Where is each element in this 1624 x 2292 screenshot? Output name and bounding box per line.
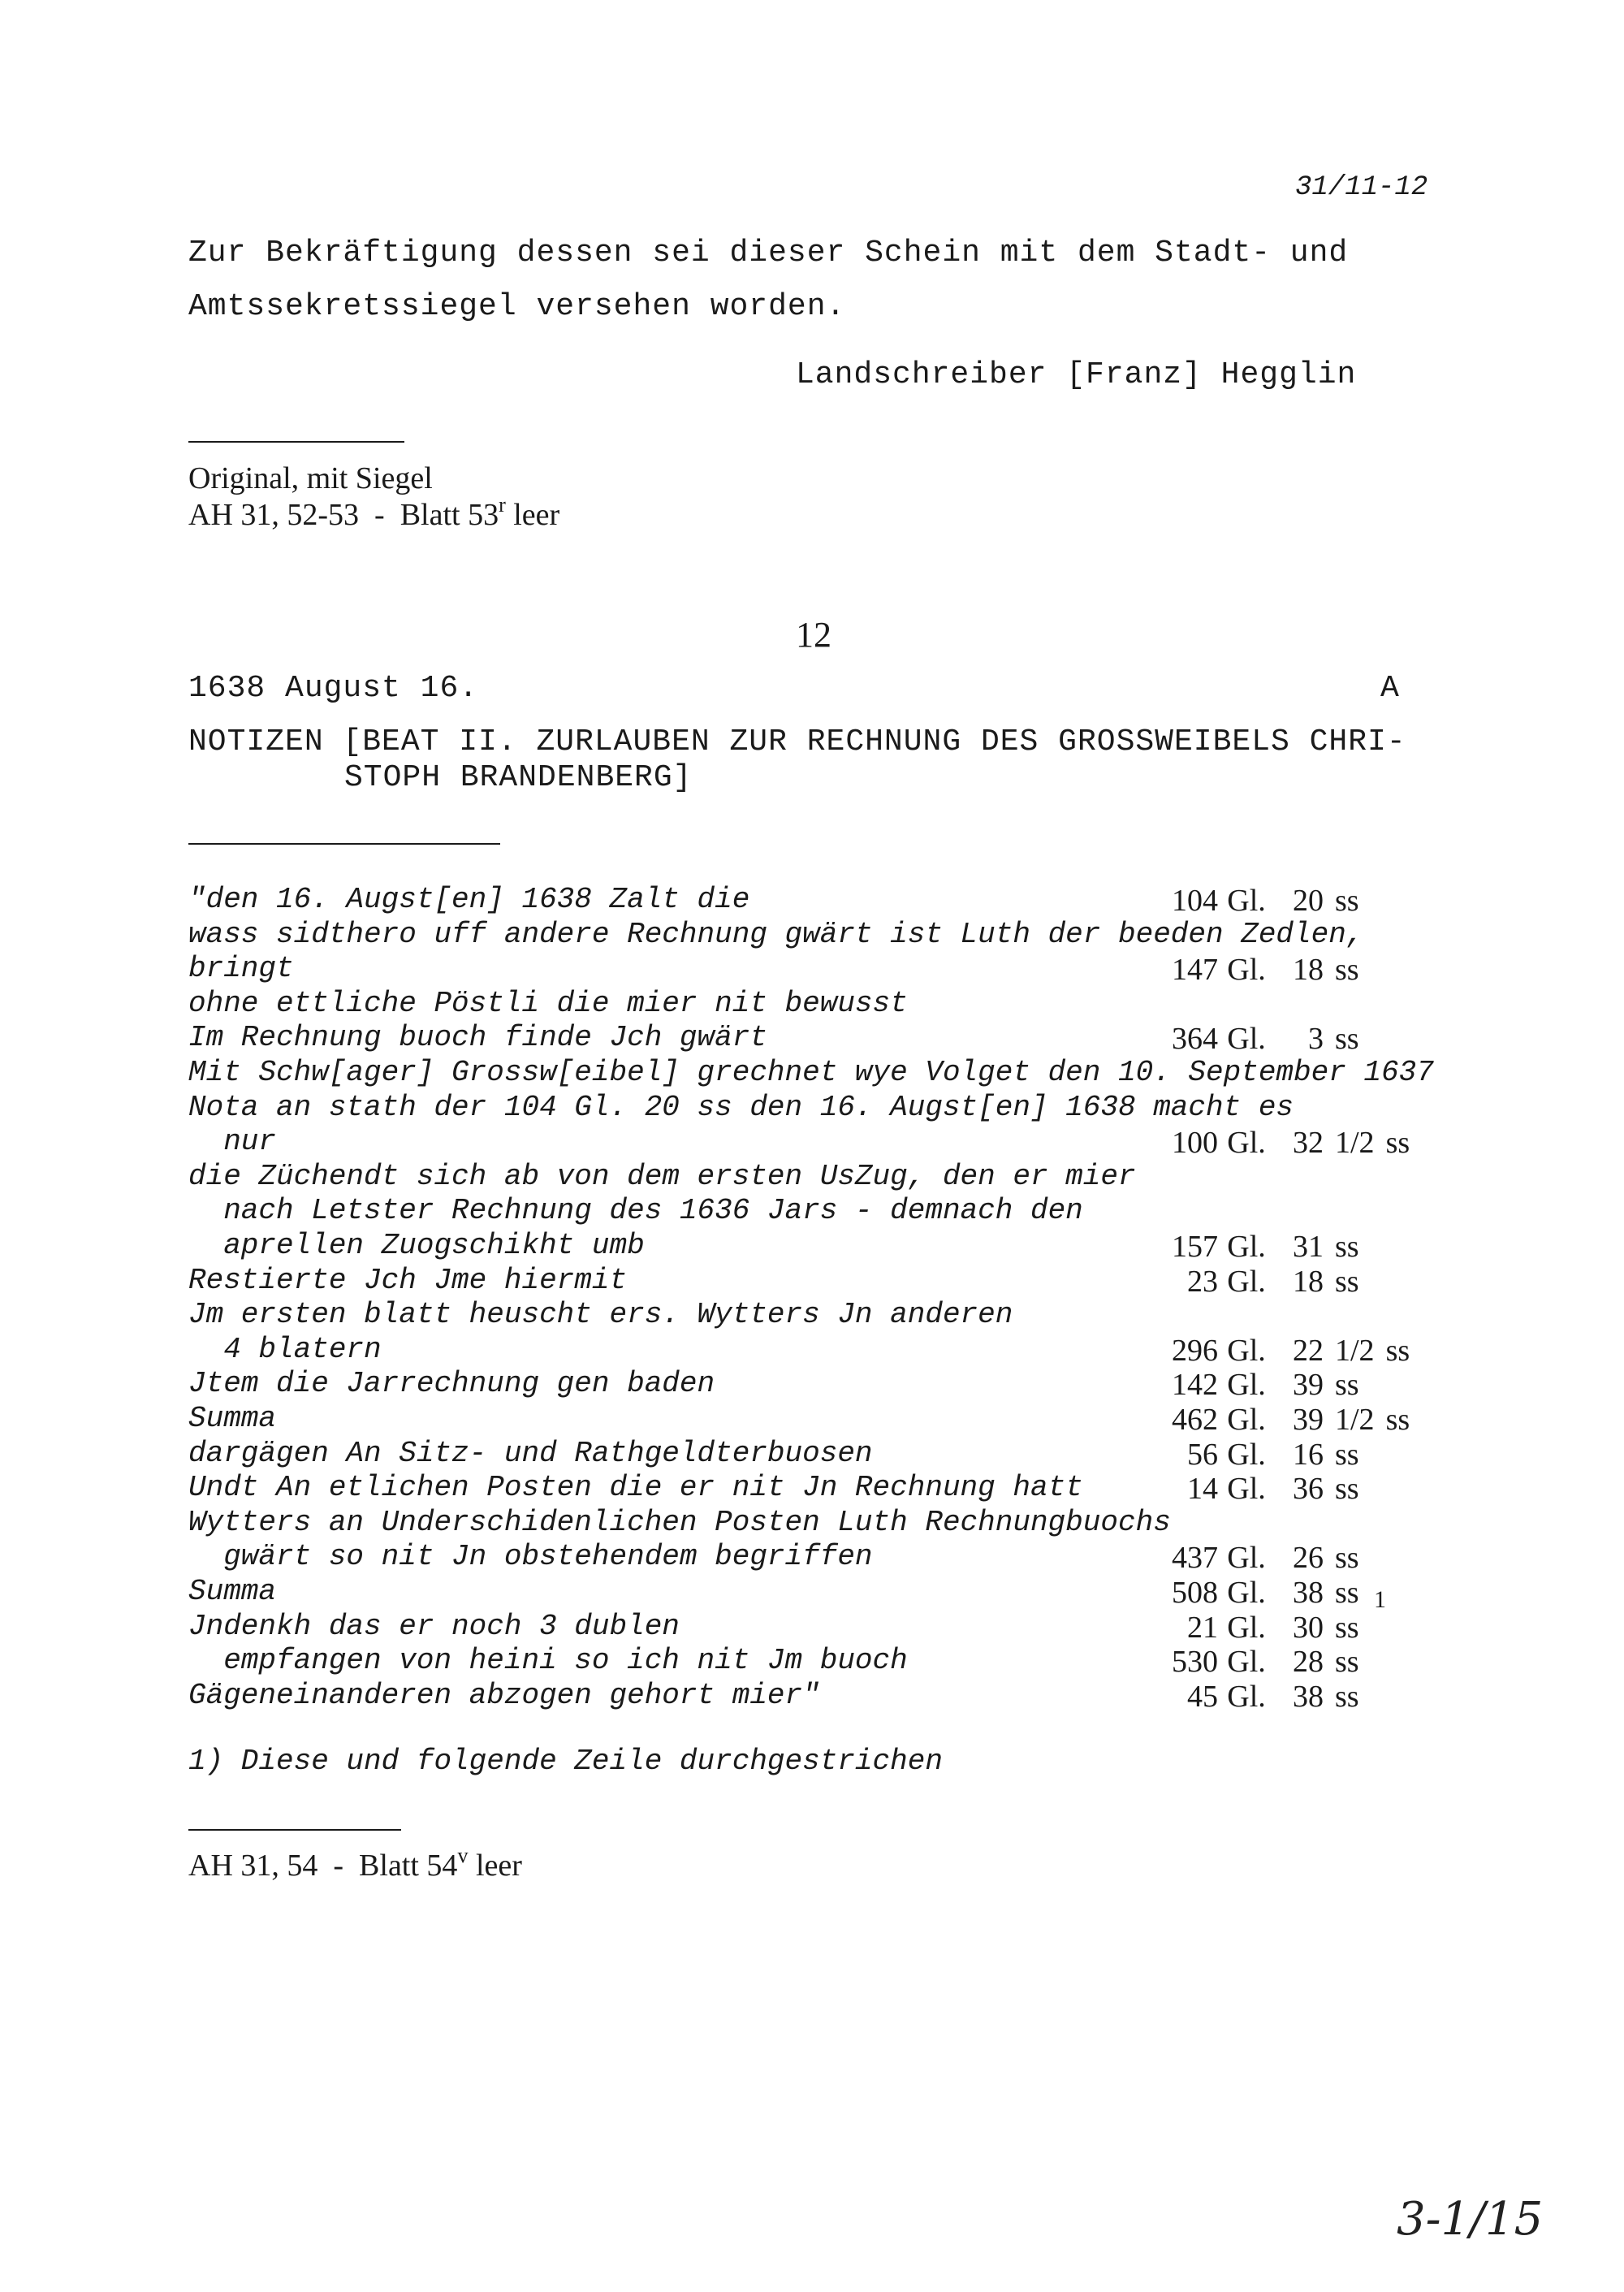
amount-unit-gl: Gl. — [1227, 1472, 1266, 1506]
intro-line-2: Amtssekretssiegel versehen worden. — [188, 289, 846, 324]
amount-schilling: 28 — [1293, 1645, 1324, 1679]
entry-text: die Züchendt sich ab von dem ersten UsZug, den er mier — [188, 1160, 1136, 1193]
amount-schilling: 3 — [1308, 1022, 1324, 1056]
amount-unit-gl: Gl. — [1227, 1576, 1266, 1610]
amount-gulden: 142 — [1172, 1368, 1218, 1402]
amount-unit-ss: ss — [1335, 1022, 1359, 1056]
entry-text: nach Letster Rechnung des 1636 Jars - demnach den — [188, 1194, 1083, 1227]
amount-schilling: 18 — [1293, 1265, 1324, 1299]
amount-schilling: 36 — [1293, 1472, 1324, 1506]
amount-unit-gl: Gl. — [1227, 1680, 1266, 1714]
amount-gulden: 437 — [1172, 1541, 1218, 1575]
divider — [188, 843, 500, 845]
amount-gulden: 508 — [1172, 1576, 1218, 1610]
entry-text: empfangen von heini so ich nit Jm buoch — [188, 1644, 908, 1677]
page-reference: 31/11-12 — [1295, 172, 1428, 203]
entry-text: aprellen Zuogschikht umb — [188, 1229, 645, 1262]
amount-unit-ss: ss — [1335, 1438, 1359, 1472]
entry-text: gwärt so nit Jn obstehendem begriffen — [188, 1540, 873, 1573]
amount-gulden: 14 — [1187, 1472, 1218, 1506]
amount-unit-gl: Gl. — [1227, 1230, 1266, 1264]
document-number: 12 — [796, 615, 831, 655]
amount-gulden: 296 — [1172, 1334, 1218, 1368]
amount-schilling: 22 — [1293, 1334, 1324, 1368]
amount-unit-gl: Gl. — [1227, 884, 1266, 918]
entry-amount — [1169, 1367, 1462, 1403]
document-marker: A — [1380, 671, 1400, 706]
amount-unit-ss: ss — [1335, 1230, 1359, 1264]
amount-unit-ss: ss — [1335, 1541, 1359, 1575]
entry-amount — [1169, 1471, 1462, 1507]
amount-gulden: 100 — [1172, 1126, 1218, 1160]
amount-gulden: 530 — [1172, 1645, 1218, 1679]
amount-schilling: 39 — [1293, 1368, 1324, 1402]
entry-text: wass sidthero uff andere Rechnung gwärt ist Luth der beeden Zedlen, — [188, 918, 1364, 951]
amount-unit-gl: Gl. — [1227, 1438, 1266, 1472]
entry-text: nur — [188, 1125, 277, 1158]
amount-unit-gl: Gl. — [1227, 1541, 1266, 1575]
source-ref-tail: leer — [505, 498, 560, 532]
amount-unit-ss: ss — [1335, 1265, 1359, 1299]
document-date: 1638 August 16. — [188, 671, 479, 706]
entry-amount — [1169, 1575, 1462, 1611]
amount-unit-gl: Gl. — [1227, 1265, 1266, 1299]
entry-amount — [1169, 1021, 1462, 1057]
entry-amount — [1169, 1264, 1462, 1300]
amount-unit-gl: Gl. — [1227, 1645, 1266, 1679]
document-title-line-2: STOPH BRANDENBERG] — [344, 760, 693, 795]
amount-fraction: 1/2 — [1335, 1126, 1375, 1160]
amount-unit-gl: Gl. — [1227, 1334, 1266, 1368]
intro-line-1: Zur Bekräftigung dessen sei dieser Schein mit dem Stadt- und — [188, 236, 1349, 270]
amount-gulden: 147 — [1172, 953, 1218, 987]
source-ref-sup: r — [499, 493, 506, 517]
entry-text: Summa — [188, 1575, 277, 1608]
amount-unit-ss: ss — [1385, 1334, 1410, 1368]
amount-gulden: 364 — [1172, 1022, 1218, 1056]
footnote: 1) Diese und folgende Zeile durchgestrichen — [188, 1745, 943, 1778]
entry-amount — [1169, 1610, 1462, 1645]
amount-unit-gl: Gl. — [1227, 1403, 1266, 1437]
amount-schilling: 38 — [1293, 1680, 1324, 1714]
entry-amount — [1169, 1333, 1462, 1369]
amount-unit-gl: Gl. — [1227, 1022, 1266, 1056]
amount-unit-ss: ss — [1335, 1576, 1359, 1610]
source2-ref-main: AH 31, 54 - Blatt 54 — [188, 1849, 458, 1883]
amount-gulden: 21 — [1187, 1611, 1218, 1645]
entry-amount — [1169, 1229, 1462, 1265]
amount-unit-ss: ss — [1335, 1680, 1359, 1714]
amount-schilling: 16 — [1293, 1438, 1324, 1472]
amount-unit-ss: ss — [1385, 1126, 1410, 1160]
amount-schilling: 38 — [1293, 1576, 1324, 1610]
entry-text: Mit Schw[ager] Grossw[eibel] grechnet wye Volget den 10. September 1637 — [188, 1056, 1434, 1089]
amount-schilling: 32 — [1293, 1126, 1324, 1160]
document-title-line-1: NOTIZEN [BEAT II. ZURLAUBEN ZUR RECHNUNG DES GROSSWEIBELS CHRI- — [188, 724, 1406, 759]
source-reference-2 — [188, 1844, 522, 1883]
amount-fraction: 1/2 — [1335, 1334, 1375, 1368]
amount-unit-ss: ss — [1335, 953, 1359, 987]
entry-text: Jndenkh das er noch 3 dublen — [188, 1610, 680, 1643]
amount-unit-ss: ss — [1385, 1403, 1410, 1437]
amount-gulden: 56 — [1187, 1438, 1218, 1472]
amount-schilling: 31 — [1293, 1230, 1324, 1264]
handwritten-archive-number: 3-1/15 — [1397, 2193, 1544, 2246]
signature: Landschreiber [Franz] Hegglin — [796, 357, 1357, 392]
entry-text: Undt An etlichen Posten die er nit Jn Rechnung hatt — [188, 1471, 1083, 1504]
entry-text: Im Rechnung buoch finde Jch gwärt — [188, 1021, 767, 1054]
amount-fraction: 1/2 — [1335, 1403, 1375, 1437]
amount-unit-gl: Gl. — [1227, 953, 1266, 987]
source-reference — [188, 493, 560, 533]
entry-text: Restierte Jch Jme hiermit — [188, 1264, 628, 1297]
amount-unit-gl: Gl. — [1227, 1368, 1266, 1402]
amount-schilling: 18 — [1293, 953, 1324, 987]
entry-text: dargägen An Sitz- und Rathgeldterbuosen — [188, 1437, 873, 1470]
amount-unit-ss: ss — [1335, 884, 1359, 918]
amount-gulden: 104 — [1172, 884, 1218, 918]
entry-text: Jm ersten blatt heuscht ers. Wytters Jn anderen — [188, 1298, 1013, 1331]
divider — [188, 441, 404, 443]
entry-amount — [1169, 1437, 1462, 1473]
amount-schilling: 39 — [1293, 1403, 1324, 1437]
entry-amount — [1169, 1644, 1462, 1680]
entry-amount — [1169, 1679, 1462, 1715]
divider — [188, 1829, 401, 1831]
source-ref-main: AH 31, 52-53 - Blatt 53 — [188, 498, 499, 532]
entry-amount — [1169, 883, 1462, 919]
amount-gulden: 45 — [1187, 1680, 1218, 1714]
source2-ref-tail: leer — [468, 1849, 522, 1883]
amount-schilling: 20 — [1293, 884, 1324, 918]
amount-unit-ss: ss — [1335, 1645, 1359, 1679]
entry-text: Summa — [188, 1402, 277, 1435]
entry-text: Wytters an Underschidenlichen Posten Luth Rechnungbuochs — [188, 1506, 1171, 1539]
entry-text: Jtem die Jarrechnung gen baden — [188, 1367, 715, 1400]
entry-text: Nota an stath der 104 Gl. 20 ss den 16. Augst[en] 1638 macht es — [188, 1091, 1294, 1124]
amount-unit-gl: Gl. — [1227, 1611, 1266, 1645]
amount-gulden: 157 — [1172, 1230, 1218, 1264]
source2-ref-sup: v — [457, 1844, 469, 1867]
amount-gulden: 462 — [1172, 1403, 1218, 1437]
entry-text: Gägeneinanderen abzogen gehort mier" — [188, 1679, 820, 1712]
source-line-1: Original, mit Siegel — [188, 461, 433, 495]
amount-unit-ss: ss — [1335, 1368, 1359, 1402]
amount-unit-gl: Gl. — [1227, 1126, 1266, 1160]
entry-amount — [1169, 952, 1462, 988]
amount-unit-ss: ss — [1335, 1472, 1359, 1506]
amount-schilling: 26 — [1293, 1541, 1324, 1575]
footnote-marker: 1 — [1374, 1586, 1386, 1613]
amount-unit-ss: ss — [1335, 1611, 1359, 1645]
amount-schilling: 30 — [1293, 1611, 1324, 1645]
entry-amount — [1169, 1125, 1462, 1161]
entry-text: "den 16. Augst[en] 1638 Zalt die — [188, 883, 750, 916]
entry-text: bringt — [188, 952, 294, 985]
entry-text: ohne ettliche Pöstli die mier nit bewusst — [188, 987, 908, 1020]
entry-amount — [1169, 1540, 1462, 1576]
entry-amount — [1169, 1402, 1462, 1438]
entry-text: 4 blatern — [188, 1333, 382, 1366]
amount-gulden: 23 — [1187, 1265, 1218, 1299]
